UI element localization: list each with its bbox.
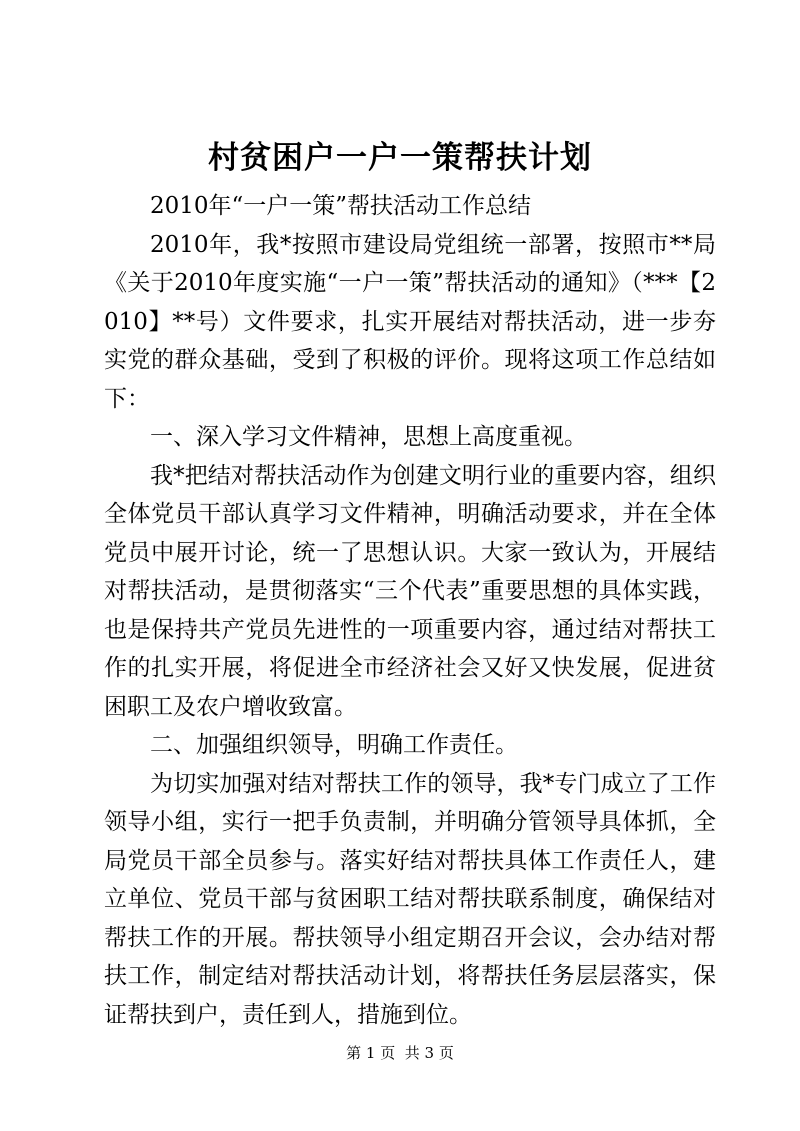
section-heading-1: 一、深入学习文件精神，思想上高度重视。 <box>150 424 587 450</box>
page-footer <box>0 1043 800 1063</box>
page-number: 第 1 页 共 3 页 <box>346 1044 454 1062</box>
document-body <box>104 187 716 1034</box>
document-title: 村贫困户一户一策帮扶计划 <box>208 140 592 176</box>
section-heading-2: 二、加强组织领导，明确工作责任。 <box>150 732 518 758</box>
intro-paragraph: 2010年，我*按照市建设局党组统一部署，按照市**局《关于2010年度实施“一户一策”帮扶活动的通知》（***【2010】**号）文件要求，扎实开展结对帮扶活动，进一步夯实党的群众基础，受到了积极的评价。现将这项工作总结如下： <box>104 231 716 412</box>
section-1-paragraph: 我*把结对帮扶活动作为创建文明行业的重要内容，组织全体党员干部认真学习文件精神，明确活动要求，并在全体党员中展开讨论，统一了思想认识。大家一致认为，开展结对帮扶活动，是贯彻落实“三个代表”重要思想的具体实践，也是保持共产党员先进性的一项重要内容，通过结对帮扶工作的扎实开展，将促进全市经济社会又好又快发展，促进贫困职工及农户增收致富。 <box>104 462 716 720</box>
section-2-paragraph: 为切实加强对结对帮扶工作的领导，我*专门成立了工作领导小组，实行一把手负责制，并明确分管领导具体抓，全局党员干部全员参与。落实好结对帮扶具体工作责任人，建立单位、党员干部与贫困职工结对帮扶联系制度，确保结对帮扶工作的开展。帮扶领导小组定期召开会议，会办结对帮扶工作，制定结对帮扶活动计划，将帮扶任务层层落实，保证帮扶到户，责任到人，措施到位。 <box>104 770 716 1028</box>
summary-heading: 2010年“一户一策”帮扶活动工作总结 <box>150 193 532 219</box>
